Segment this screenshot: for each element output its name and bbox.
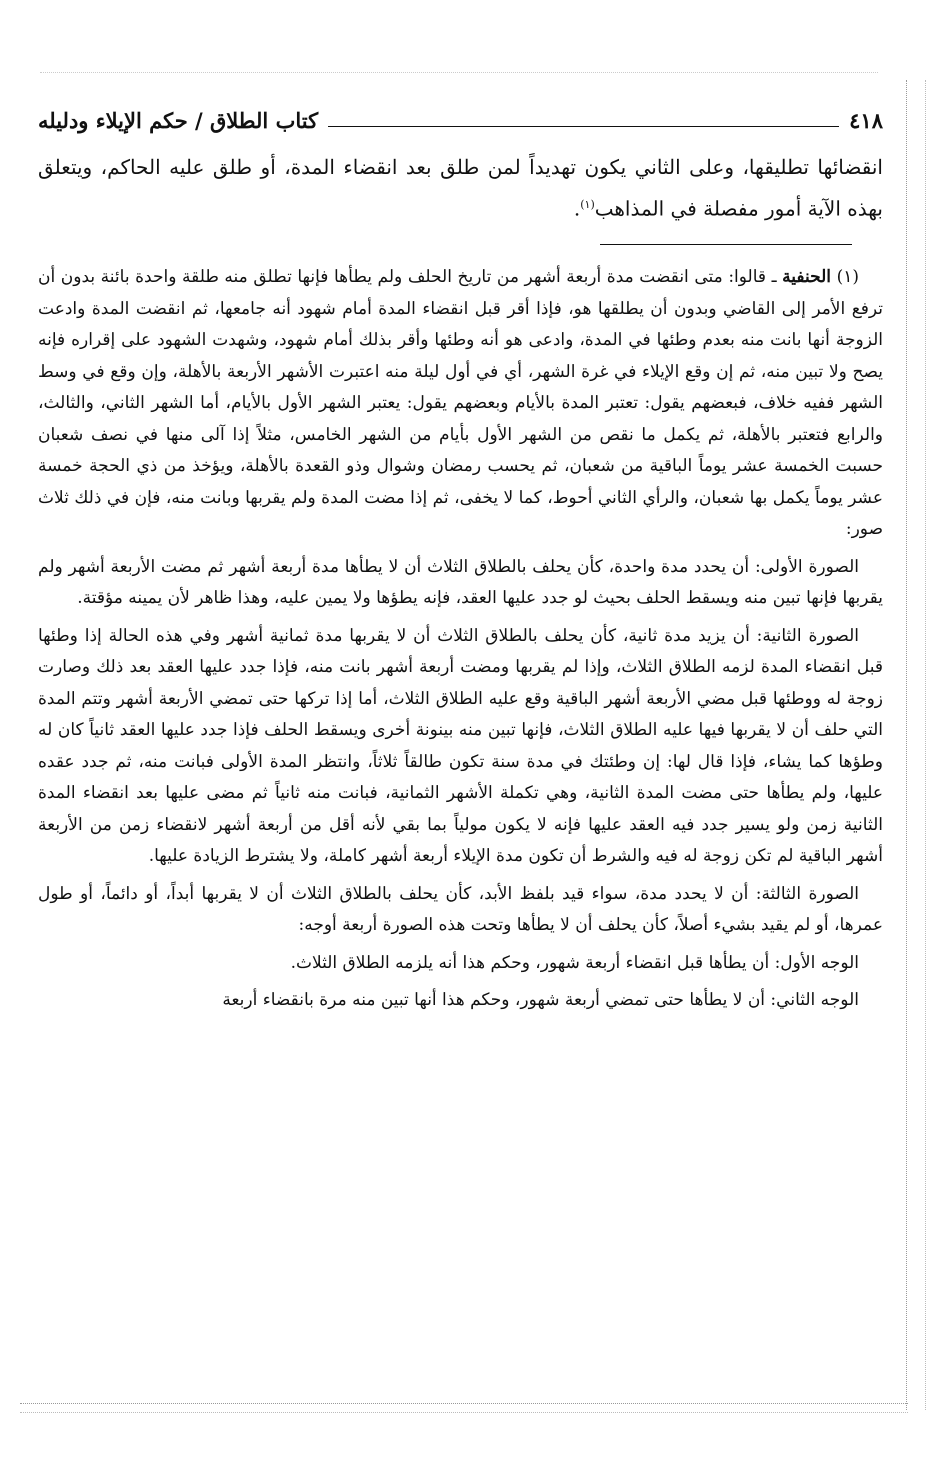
main-paragraph-text: انقضائها تطليقها، وعلى الثاني يكون تهديداً لمن طلق بعد انقضاء المدة، أو طلق عليه الحاكم، ويتعلق بهذه الآية أمور مفصلة في المذاهب: [38, 155, 883, 221]
footnote-paragraph-4: الصورة الثالثة: أن لا يحدد مدة، سواء قيد بلفظ الأبد، كأن يحلف بالطلاق الثلاث أن لا يقربها أبداً، أو دائماً، أو طول عمرها، أو لم يقيد بشيء أصلاً، كأن يحلف أن لا يطأها وتحت هذه الصورة أربعة أوجه:: [38, 883, 883, 935]
footnote-paragraph-2: الصورة الأولى: أن يحدد مدة واحدة، كأن يحلف بالطلاق الثلاث أن لا يطأها مدة أربعة أشهر ثم مضت الأربعة أشهر ولم يقربها فإنها تبين منه ويسقط الحلف بحيث لو جدد عليها العقد، فإنه يطؤها ولا يمين عليه، وهذا ظاهر لأن يمينه مؤقتة.: [38, 556, 883, 608]
footnote-school: الحنفية: [782, 267, 832, 287]
header-title: كتاب الطلاق / حكم الإيلاء ودليله: [38, 107, 319, 133]
scan-border-bottom: [20, 1403, 908, 1413]
footnote-paragraph-1: [38, 262, 883, 546]
page-number: ٤١٨: [849, 107, 883, 133]
footnote-paragraph-6: الوجه الثاني: أن لا يطأها حتى تمضي أربعة شهور، وحكم هذا أنها تبين منه مرة بانقضاء أربعة: [222, 990, 859, 1010]
running-header: [38, 100, 883, 140]
scan-border-top: [40, 72, 878, 73]
main-paragraph: [38, 148, 883, 228]
main-text: [38, 148, 883, 228]
footnote-separator: [600, 244, 852, 245]
footnote-paragraph-5: الوجه الأول: أن يطأها قبل انقضاء أربعة شهور، وحكم هذا أنه يلزمه الطلاق الثلاث.: [290, 952, 859, 973]
footnote-paragraph-3: الصورة الثانية: أن يزيد مدة ثانية، كأن يحلف بالطلاق الثلاث أن لا يقربها مدة ثمانية أشهر وفي هذه الحالة إذا وطئها قبل انقضاء المدة لزمه الطلاق الثلاث، وإذا لم يقربها ومضت أربعة أشهر بانت منه، فإذا جدد عليها العقد بعد ذلك وصارت زوجة له ووطئها قبل مضي الأربعة أشهر الباقية وقع عليه الطلاق الثلاث، أما إذا تركها حتى تمضي الأربعة أشهر وتتم المدة التي حلف أن لا يقربها فيها عليه الطلاق الثلاث، فإنها تبين منه بينونة أخرى ويسقط الحلف فإذا جدد عليها العقد ثانياً كان له وطؤها كما يشاء، فإذا قال لها: إن وطئتك في مدة سنة تكون طالقاً ثلاثاً، وانتظر المدة الأولى فبانت منه، ثم جدد عقده عليها، ولم يطأها حتى مضت المدة الثانية، وهي تكملة الأشهر الثمانية، فبانت منه ثانياً ثم مضى عليها بعد انقضاء المدة الثانية زمن ولو يسير جدد فيه العقد عليها فإنه لا يكون مولياً بما بقي لأنه أقل من أربعة أشهر لانقضاء زمن من الأربعة أشهر الباقية لم تكن زوجة له فيه والشرط أن تكون مدة الإيلاء أربعة أشهر كاملة، ولا يشترط الزيادة عليها.: [38, 625, 883, 866]
footnote-p1-text: ـ قالوا: متى انقضت مدة أربعة أشهر من تاريخ الحلف ولم يطأها فإنها تطلق منه طلقة واحدة بائنة بدون أن ترفع الأمر إلى القاضي وبدون أن يطلقها هو، فإذا أقر قبل انقضاء المدة أمام شهود أنه جامعها، ثم انقضت المدة وادعت الزوجة أنها بانت منه بعدم وطئها في المدة، وادعى هو أنه وطئها وأقر بذلك أمام شهود، وشهدت الشهود على إقراره فإنه يصح ولا تبين منه، ثم إن وقع الإيلاء في غرة الشهر، أي في أول ليلة منه اعتبرت الأشهر الأربعة بالأهلة، وإن وقع في وسط الشهر ففيه خلاف، فبعضهم يقول: تعتبر المدة بالأيام وبعضهم يقول: يعتبر الشهر الأول بالأيام، أما الشهر الثاني، والثالث، والرابع فتعتبر بالأهلة، ثم يكمل ما نقص من الشهر الأول بأيام من الشهر الخامس، مثلاً إذا آلى منها في نصف شعبان حسبت الخمسة عشر يوماً الباقية من شعبان، ثم يحسب رمضان وشوال وذو القعدة بالأهلة، ويؤخذ من ذي الحجة خمسة عشر يوماً يكمل بها شعبان، والرأي الثاني أحوط، كما لا يخفى، ثم إذا مضت المدة ولم يقربها وبانت منه، فإن في ذلك ثلاث صور:: [38, 267, 883, 539]
footnote-marker: (١): [836, 267, 860, 287]
scan-border-right: [906, 80, 926, 1410]
main-paragraph-end: .: [573, 196, 581, 221]
header-rule: [328, 126, 839, 127]
footnote-reference: (١): [580, 198, 595, 211]
footnotes: [38, 262, 883, 1023]
